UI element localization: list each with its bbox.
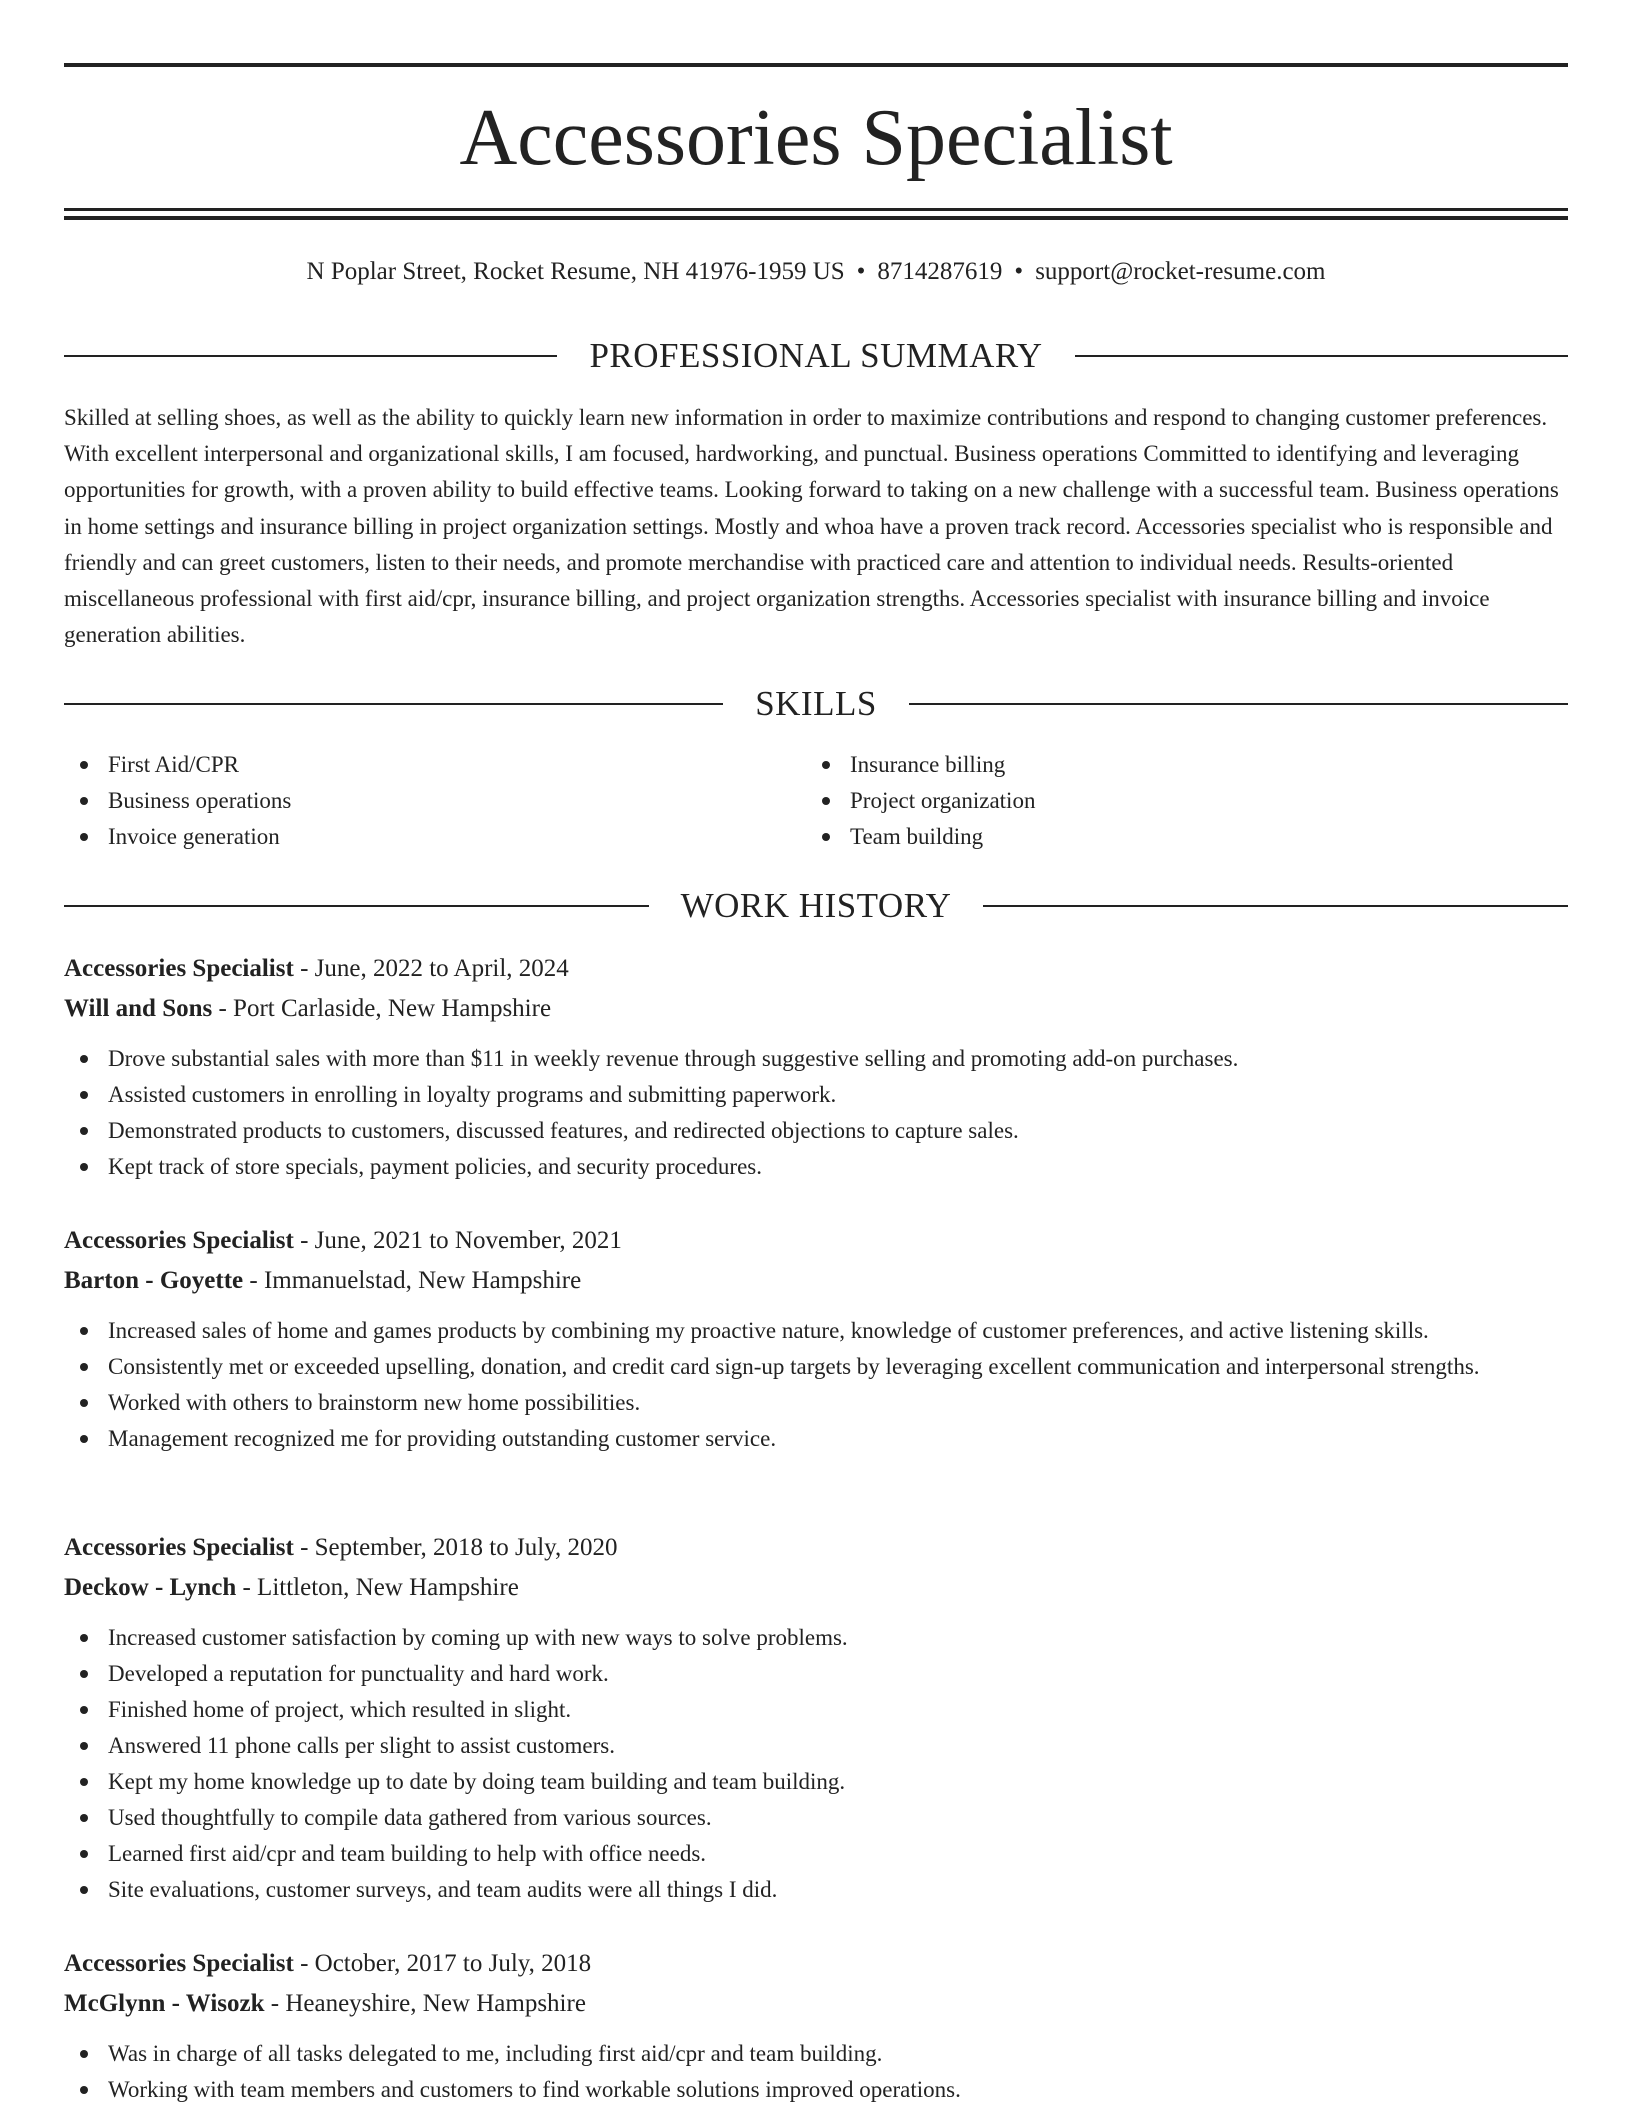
heading-rule-left: [64, 703, 723, 705]
job-company: McGlynn - Wisozk: [64, 1990, 265, 2017]
job-bullet: Consistently met or exceeded upselling, donation, and credit card sign-up targets by leveraging excellent communication and interpersonal strengths.: [64, 1349, 1568, 1385]
job-location: - Heaneyshire, New Hampshire: [264, 1990, 586, 2017]
job-dates: - June, 2021 to November, 2021: [293, 1227, 622, 1254]
job-bullet: Kept my home knowledge up to date by doing team building and team building.: [64, 1764, 1568, 1800]
section-title: WORK HISTORY: [680, 886, 952, 925]
contact-email: support@rocket-resume.com: [1035, 258, 1326, 285]
contact-separator: •: [1014, 258, 1024, 285]
job-location: - Littleton, New Hampshire: [236, 1574, 519, 1601]
skills-list: [64, 747, 1568, 855]
contact-line: [64, 254, 1568, 290]
job-bullet: Management recognized me for providing outstanding customer service.: [64, 1421, 1568, 1457]
job-bullet: Learned first aid/cpr and team building to help with office needs.: [64, 1836, 1568, 1872]
title-double-rule: [64, 208, 1568, 220]
heading-rule-right: [909, 703, 1568, 705]
job-role-line: [64, 1528, 1568, 1568]
job-entry: [64, 1221, 1568, 1457]
job-company: Deckow - Lynch: [64, 1574, 237, 1601]
job-entry: [64, 949, 1568, 1185]
summary-paragraph: Skilled at selling shoes, as well as the ability to quickly learn new information in order to maximize contributions and respond to changing customer preferences. With excellent interpersonal and organizational skills, I am focused, hardworking, and punctual. Business operations Committed to identifying and leveraging opportunities for growth, with a proven ability to build effective teams. Looking forward to taking on a new challenge with a successful team. Business operations in home settings and insurance billing in project organization settings. Mostly and whoa have a proven track record. Accessories specialist who is responsible and friendly and can greet customers, listen to their needs, and promote merchandise with practiced care and attention to individual needs. Results-oriented miscellaneous professional with first aid/cpr, insurance billing, and project organization strengths. Accessories specialist with insurance billing and invoice generation abilities.: [64, 405, 1559, 648]
job-location: - Port Carlaside, New Hampshire: [212, 995, 552, 1022]
job-role: Accessories Specialist: [64, 1227, 294, 1254]
job-bullet: Answered 11 phone calls per slight to assist customers.: [64, 1728, 1568, 1764]
job-entry: [64, 1528, 1568, 1908]
skill-item: Invoice generation: [64, 819, 806, 855]
job-bullet: Working with team members and customers to find workable solutions improved operations.: [64, 2072, 1568, 2108]
job-company-line: [64, 1261, 1568, 1301]
job-dates: - September, 2018 to July, 2020: [293, 1534, 618, 1561]
job-bullet: Was in charge of all tasks delegated to me, including first aid/cpr and team building.: [64, 2036, 1568, 2072]
job-bullet: Increased sales of home and games products by combining my proactive nature, knowledge of customer preferences, and active listening skills.: [64, 1313, 1568, 1349]
heading-rule-left: [64, 355, 557, 357]
heading-rule-right: [983, 905, 1568, 907]
job-role-line: [64, 1221, 1568, 1261]
heading-rule-left: [64, 905, 649, 907]
job-dates: - June, 2022 to April, 2024: [293, 955, 569, 982]
job-company-line: [64, 1984, 1568, 2024]
job-bullet: Kept track of store specials, payment policies, and security procedures.: [64, 1149, 1568, 1185]
skills-column-right: [806, 747, 1548, 855]
job-bullet: Assisted customers in enrolling in loyalty programs and submitting paperwork.: [64, 1077, 1568, 1113]
job-dates: - October, 2017 to July, 2018: [293, 1950, 592, 1977]
job-bullet: Increased customer satisfaction by coming up with new ways to solve problems.: [64, 1620, 1568, 1656]
job-bullets: [64, 1313, 1568, 1457]
job-role: Accessories Specialist: [64, 1534, 294, 1561]
skill-item: Team building: [806, 819, 1548, 855]
section-title: SKILLS: [755, 684, 877, 723]
contact-separator: •: [856, 258, 866, 285]
section-title: PROFESSIONAL SUMMARY: [589, 336, 1043, 375]
job-bullets: [64, 1620, 1568, 1908]
contact-phone: 8714287619: [877, 258, 1003, 285]
job-bullet: Site evaluations, customer surveys, and team audits were all things I did.: [64, 1872, 1568, 1908]
job-bullet: Developed a reputation for punctuality and hard work.: [64, 1656, 1568, 1692]
job-company: Will and Sons: [64, 995, 213, 1022]
job-role-line: [64, 949, 1568, 989]
job-company-line: [64, 989, 1568, 1029]
job-location: - Immanuelstad, New Hampshire: [243, 1267, 582, 1294]
job-role: Accessories Specialist: [64, 955, 294, 982]
section-heading-summary: [64, 334, 1568, 378]
job-bullet: Used thoughtfully to compile data gathered from various sources.: [64, 1800, 1568, 1836]
job-bullets: [64, 1041, 1568, 1185]
job-entry: [64, 1944, 1568, 2108]
skill-item: Project organization: [806, 783, 1548, 819]
job-role: Accessories Specialist: [64, 1950, 294, 1977]
job-bullets: [64, 2036, 1568, 2108]
resume-title: Accessories Specialist: [459, 94, 1173, 182]
heading-rule-right: [1075, 355, 1568, 357]
job-bullet: Finished home of project, which resulted in slight.: [64, 1692, 1568, 1728]
job-company-line: [64, 1568, 1568, 1608]
skill-item: Insurance billing: [806, 747, 1548, 783]
job-bullet: Drove substantial sales with more than $11 in weekly revenue through suggestive selling and promoting add-on purchases.: [64, 1041, 1568, 1077]
contact-address: N Poplar Street, Rocket Resume, NH 41976-1959 US: [306, 258, 845, 285]
section-heading-work: [64, 884, 1568, 928]
job-company: Barton - Goyette: [64, 1267, 244, 1294]
skill-item: Business operations: [64, 783, 806, 819]
job-role-line: [64, 1944, 1568, 1984]
skill-item: First Aid/CPR: [64, 747, 806, 783]
top-rule: [64, 63, 1568, 67]
job-bullet: Demonstrated products to customers, discussed features, and redirected objections to capture sales.: [64, 1113, 1568, 1149]
section-heading-skills: [64, 682, 1568, 726]
skills-column-left: [64, 747, 806, 855]
job-bullet: Worked with others to brainstorm new home possibilities.: [64, 1385, 1568, 1421]
